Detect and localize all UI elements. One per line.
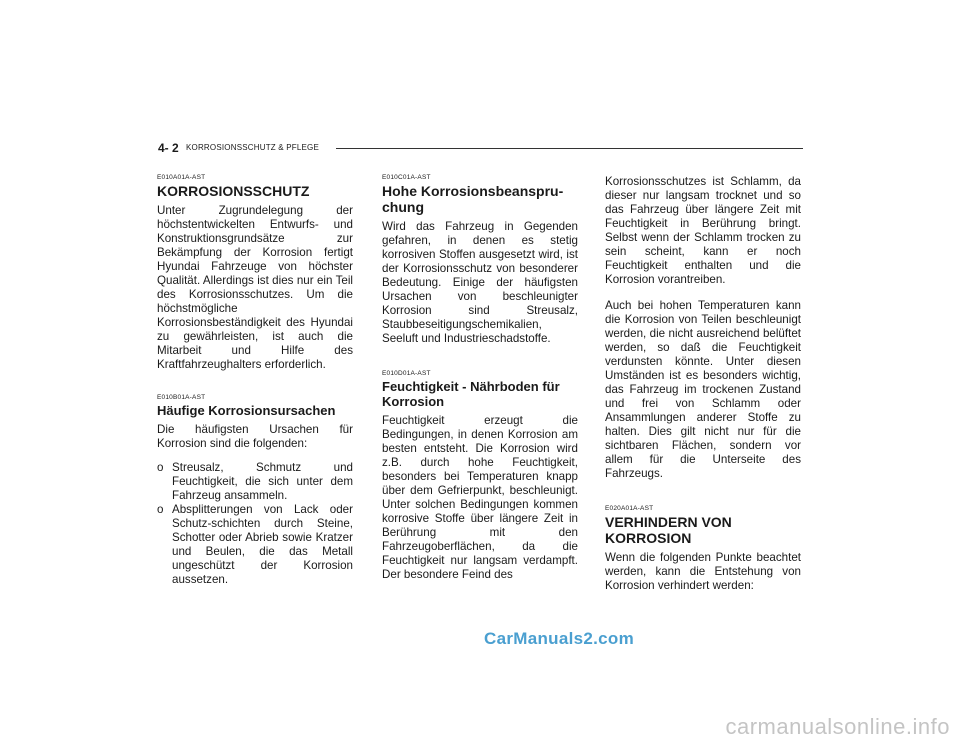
bullet-marker: o bbox=[157, 503, 164, 516]
section-heading: Feuchtigkeit - Nährboden für Korrosion bbox=[382, 379, 560, 409]
section-heading: KORROSIONSSCHUTZ bbox=[157, 183, 310, 199]
section-code: E010A01A-AST bbox=[157, 174, 206, 181]
list-item bbox=[157, 461, 353, 503]
section-code: E010D01A-AST bbox=[382, 370, 431, 377]
header-rule bbox=[336, 148, 803, 149]
running-title: KORROSIONSSCHUTZ & PFLEGE bbox=[186, 143, 320, 152]
cause-list bbox=[157, 461, 353, 587]
page-header bbox=[158, 141, 803, 157]
column-left bbox=[157, 174, 353, 587]
bullet-marker: o bbox=[157, 461, 164, 474]
section-code: E010C01A-AST bbox=[382, 174, 431, 181]
section-heading: Häufige Korrosionsursachen bbox=[157, 403, 336, 418]
section-body: Die häufigsten Ursachen für Korrosion sind die folgenden: bbox=[157, 423, 353, 450]
section-body: Korrosionsschutzes ist Schlamm, da dieser nur langsam trocknet und so das Fahrzeug über längere Zeit mit Feuchtigkeit in Berührung bringt. Selbst wenn der Schlamm trocken zu sein scheint, kann er noch Feuchtigkeit enthalten und die Korrosion vorantreiben. bbox=[605, 175, 801, 286]
list-item-text: Absplitterungen von Lack oder Schutz-schichten durch Steine, Schotter oder Abrieb sowie Kratzer und Beulen, die das Metall ungeschützt der Korrosion aussetzen. bbox=[172, 503, 353, 586]
column-right bbox=[605, 175, 801, 593]
section-body: Wird das Fahrzeug in Gegenden gefahren, in denen es stetig korrosiven Stoffen ausgesetzt wird, ist der Korrosionsschutz von besonderer Bedeutung. Einige der häufigsten Ursachen von beschleunigter Korrosion sind Streusalz, Staubbeseitigungschemikalien, Seeluft und Industrieschadstoffe. bbox=[382, 220, 578, 345]
footer-watermark: carmanualsonline.info bbox=[725, 714, 950, 739]
section-body: Wenn die folgenden Punkte beachtet werden, kann die Entstehung von Korrosion verhindert werden: bbox=[605, 551, 801, 592]
list-item bbox=[157, 503, 353, 587]
list-item-text: Streusalz, Schmutz und Feuchtigkeit, die sich unter dem Fahrzeug ansammeln. bbox=[172, 461, 353, 502]
section-code: E020A01A-AST bbox=[605, 505, 654, 512]
site-watermark: CarManuals2.com bbox=[484, 629, 634, 648]
page-number: 4- 2 bbox=[158, 141, 179, 155]
section-body: Feuchtigkeit erzeugt die Bedingungen, in denen Korrosion am besten entsteht. Die Korrosion wird z.B. durch hohe Feuchtigkeit, besonders bei Temperaturen knapp über dem Gefrierpunkt, beschleunigt. Unter solchen Bedingungen kommen korrosive Stoffe über längere Zeit in Berührung mit den Fahrzeugoberflächen, da die Feuchtigkeit nur langsam verdampft. Der besondere Feind des bbox=[382, 414, 578, 581]
section-body: Auch bei hohen Temperaturen kann die Korrosion von Teilen beschleunigt werden, die nicht ausreichend belüftet werden, so daß die Feuchtigkeit verdunsten könnte. Unter diesen Umständen ist es besonders wichtig, das Fahrzeug im trockenen Zustand und frei von Schlamm oder Ansammlungen anderer Stoffe zu halten. Dies gilt nicht nur für die sichtbaren Flächen, sondern vor allem für die Unterseite des Fahrzeugs. bbox=[605, 299, 801, 480]
section-heading: Hohe Korrosionsbeanspru-chung bbox=[382, 183, 564, 215]
column-middle bbox=[382, 174, 578, 582]
section-code: E010B01A-AST bbox=[157, 394, 206, 401]
section-heading: VERHINDERN VON KORROSION bbox=[605, 514, 732, 546]
section-body: Unter Zugrundelegung der höchstentwickelten Entwurfs- und Konstruktionsgrundsätze zur Bekämpfung der Korrosion fertigt Hyundai Fahrzeuge von höchster Qualität. Allerdings ist dies nur ein Teil des Korrosionsschutzes. Um die höchstmögliche Korrosionsbeständigkeit des Hyundai zu gewährleisten, ist auch die Mitarbeit und Hilfe des Kraftfahrzeughalters erforderlich. bbox=[157, 204, 353, 371]
